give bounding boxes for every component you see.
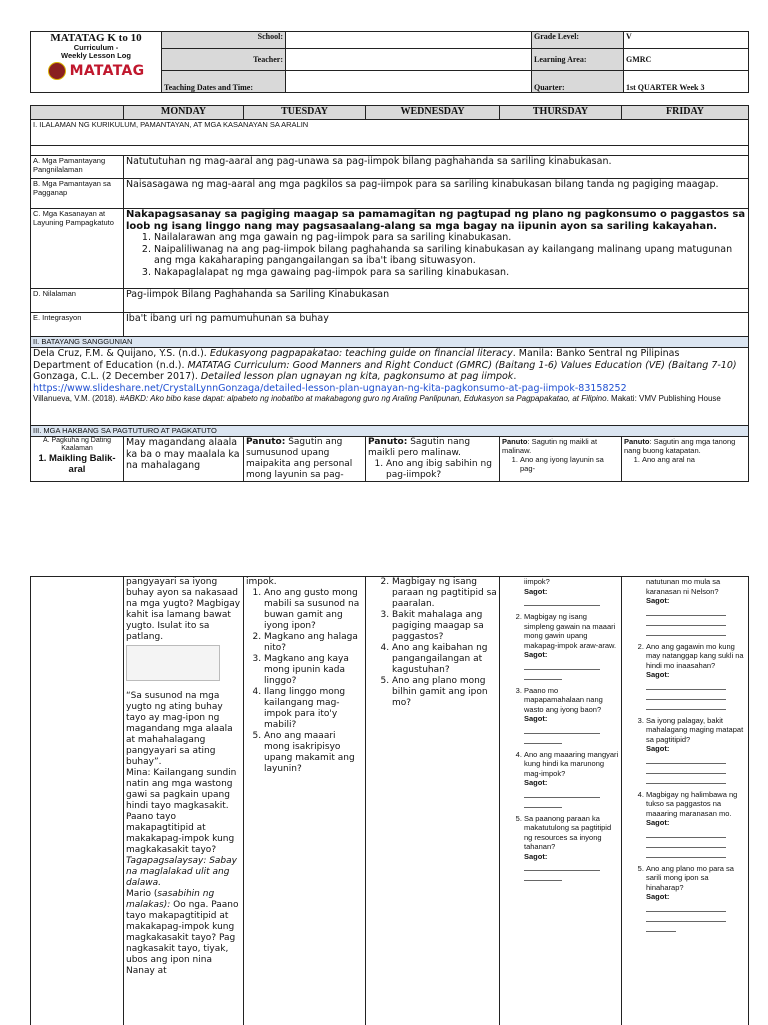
day-header-row xyxy=(31,106,749,120)
answer-line[interactable] xyxy=(646,616,726,626)
day-wednesday: WEDNESDAY xyxy=(366,106,500,120)
matatag-logo-text: MATATAG xyxy=(69,63,145,79)
thursday-question: 2. Magbigay ng isang simpleng gawain na maaari mong gawin upang makapag-impok araw-araw. Sagot: xyxy=(524,612,619,680)
row-a-text: Natututuhan ng mag-aaral ang pag-unawa sa pag-iimpok bilang paghahanda sa sariling kinabukasan. xyxy=(124,156,749,179)
answer-line[interactable] xyxy=(646,922,676,932)
section-3-heading: III. MGA HAKBANG SA PAGTUTURO AT PAGKATUTO xyxy=(31,426,749,437)
answer-line[interactable] xyxy=(524,788,600,798)
friday-sagot: Sagot: xyxy=(646,596,670,605)
day-thursday: THURSDAY xyxy=(500,106,622,120)
answer-line[interactable] xyxy=(524,798,562,808)
reference-2: Department of Education (n.d.). MATATAG Curriculum: Good Manners and Right Conduct (GMRC) (Baitang 1-6) Values Education (VE) (Baitang 7-10) xyxy=(33,359,737,371)
tuesday-continued xyxy=(244,577,366,1025)
monday-paragraph-5: Mario (sasabihin ng malakas): Oo nga. Paano tayo makapagtitipid at makakapag-impok kung magkakasakit tayo? Pag nagkasakit tayo, tiyak, ubos ang ipon nina Nanay at xyxy=(126,889,239,976)
wednesday-question: 2. Magbigay ng isang paraan ng pagtitipid sa paaralan. xyxy=(392,577,497,610)
answer-line[interactable] xyxy=(646,838,726,848)
wednesday-question: 5. Ano ang plano mong bilhin gamit ang ipon mo? xyxy=(392,676,497,709)
teacher-label: Teacher: xyxy=(162,49,286,71)
thursday-step-a: Panuto: Sagutin ng maikli at malinaw. 1. Ano ang iyong layunin sa pag- xyxy=(500,437,622,482)
reference-1: Dela Cruz, F.M. & Quijano, Y.S. (n.d.). Edukasyong pagpapakatao: teaching guide on financial literacy. Manila: Banko Sentral ng Pilipinas xyxy=(33,348,680,359)
answer-line[interactable] xyxy=(646,828,726,838)
lesson-log-page-1 xyxy=(30,31,748,482)
wednesday-question: 4. Ano ang kaibahan ng pangangailangan at kagustuhan? xyxy=(392,643,497,676)
answer-line[interactable] xyxy=(646,774,726,784)
row-c-main: Nakapagsasanay sa pagiging maagap sa pamamagitan ng pagtupad ng plano ng pagkonsumo o paggastos sa loob ng isang linggo nang may pagsasaalang-alang sa mga bagay na iipunin ayon sa sariling kakayahan. xyxy=(126,209,746,232)
step-a-title: 1. Maikling Balik-aral xyxy=(38,453,116,475)
tuesday-question: 4. Ilang linggo mong kailangang mag-impok para ito'y mabili? xyxy=(264,687,363,731)
monday-paragraph-1: pangyayari sa iyong buhay ayon sa nakasaad na mga yugto? Magbigay kahit isa lamang bawat yugto. Isulat ito sa patlang. xyxy=(126,577,241,642)
row-c-item: 2. Naipaliliwanag na ang pag-iimpok bilang paghahanda sa sariling kinabukasan ay kailangang malinang upang matugunan ang mga kakaharaping pangangailangan sa iba't ibang situwasyon. xyxy=(154,244,746,267)
answer-line[interactable] xyxy=(524,660,600,670)
row-a-label: A. Mga Pamantayang Pangnilalaman xyxy=(31,156,124,179)
row-e-text: Iba't ibang uri ng pamumuhunan sa buhay xyxy=(124,313,749,337)
wednesday-question: 3. Bakit mahalaga ang pagiging maagap sa paggastos? xyxy=(392,610,497,643)
thursday-continued xyxy=(500,577,622,1025)
quarter-value: 1st QUARTER Week 3 xyxy=(624,71,749,93)
tuesday-question: 2. Magkano ang halaga nito? xyxy=(264,632,363,654)
row-c-label: C. Mga Kasanayan at Layuning Pampagkatuto xyxy=(31,209,124,289)
thursday-question: 5. Sa paanong paraan ka makatutulong sa pagtitipid ng resources sa inyong tahanan? Sagot: xyxy=(524,814,619,882)
header-subtitle-1: Curriculum - xyxy=(73,43,119,52)
quarter-label: Quarter: xyxy=(532,71,624,93)
reference-4: Villanueva, V.M. (2018). #ABKD: Ako bibo kase dapat: alpabeto ng inobatibo at makabagong guro ng Araling Panlipunan, Edukasyon sa Pagpapakatao, at Filipino. Makati: VMV Publishing House xyxy=(33,394,721,403)
teacher-field[interactable] xyxy=(286,49,532,71)
answer-line[interactable] xyxy=(524,734,562,744)
friday-question: 2. Ano ang gagawin mo kung may natanggap kang sukli na hindi mo inaasahan? Sagot: xyxy=(646,642,746,710)
row-e-label: E. Integrasyon xyxy=(31,313,124,337)
answer-line[interactable] xyxy=(646,700,726,710)
step-a-cell xyxy=(31,437,124,482)
reference-3-link[interactable]: https://www.slideshare.net/CrystalLynnGonzaga/detailed-lesson-plan-ugnayan-ng-kita-pagkonsumo-at-pag-iimpok-83158252 xyxy=(33,382,627,394)
thursday-sagot: Sagot: xyxy=(524,586,548,596)
thursday-question: 4. Ano ang maaaring mangyari kung hindi ka marunong mag-impok? Sagot: xyxy=(524,750,619,808)
tuesday-question: 5. Ano ang maaari mong isakripisyo upang makamit ang layunin? xyxy=(264,731,363,775)
row-b-label: B. Mga Pamantayan sa Pagganap xyxy=(31,179,124,209)
answer-line[interactable] xyxy=(646,912,726,922)
answer-line[interactable] xyxy=(646,680,726,690)
friday-questions xyxy=(624,642,746,932)
row-d-label: D. Nilalaman xyxy=(31,289,124,313)
friday-question: 5. Ano ang plano mo para sa sarili mong ipon sa hinaharap? Sagot: xyxy=(646,864,746,932)
answer-line[interactable] xyxy=(646,626,726,636)
tuesday-step-a: Panuto: Sagutin ang sumusunod upang maipakita ang personal mong layunin sa pag- xyxy=(244,437,366,482)
thursday-questions xyxy=(502,612,619,881)
references-cell xyxy=(31,348,749,426)
grade-value: V xyxy=(624,32,749,49)
header-logo-cell xyxy=(31,32,162,93)
row-d-text: Pag-iimpok Bilang Paghahanda sa Sariling Kinabukasan xyxy=(124,289,749,313)
section-1-spacer xyxy=(31,146,749,156)
friday-question: 3. Sa iyong palagay, bakit mahalagang maging matapat sa pagtitipid? Sagot: xyxy=(646,716,746,784)
monday-continued xyxy=(124,577,244,1025)
friday-step-a: Panuto: Sagutin ang mga tanong nang buong katapatan. 1. Ano ang aral na xyxy=(622,437,749,482)
answer-line[interactable] xyxy=(524,670,562,680)
header-title: MATATAG K to 10 xyxy=(50,32,142,44)
day-tuesday: TUESDAY xyxy=(244,106,366,120)
wednesday-questions xyxy=(368,577,497,709)
monday-paragraph-4: Tagapagsalaysay: Sabay na maglalakad ulit ang dalawa. xyxy=(126,856,237,888)
row-b-text: Naisasagawa ng mag-aaral ang mga pagkilos sa pag-iimpok para sa sariling kinabukasan bilang tanda ng pagiging maagap. xyxy=(124,179,749,209)
friday-head: natutunan mo mula sa karanasan ni Nelson? xyxy=(646,577,721,596)
answer-line[interactable] xyxy=(646,606,726,616)
lesson-table-continued xyxy=(30,576,749,1025)
area-value: GMRC xyxy=(624,49,749,71)
section-1-heading: I. ILALAMAN NG KURIKULUM, PAMANTAYAN, AT MGA KASANAYAN SA ARALIN xyxy=(31,120,749,146)
answer-line[interactable] xyxy=(524,861,600,871)
area-label: Learning Area: xyxy=(532,49,624,71)
answer-line[interactable] xyxy=(524,724,600,734)
lesson-log-page-2 xyxy=(30,576,748,1025)
grade-label: Grade Level: xyxy=(532,32,624,49)
dates-field[interactable] xyxy=(286,71,532,93)
tuesday-head: impok. xyxy=(246,577,277,587)
wednesday-continued xyxy=(366,577,500,1025)
step-a-label: A. Pagkuha ng Dating Kaalaman xyxy=(42,437,112,452)
day-friday: FRIDAY xyxy=(622,106,749,120)
reference-3: Gonzaga, C.L. (2 December 2017). Detailed lesson plan ugnayan ng kita, pagkonsumo at pag iimpok. xyxy=(33,371,517,382)
timeline-worksheet-thumbnail xyxy=(126,645,220,681)
lesson-table xyxy=(30,105,749,482)
school-field[interactable] xyxy=(286,32,532,49)
row-c-list xyxy=(126,232,746,278)
monday-paragraph-3: Mina: Kailangang sundin natin ang mga wastong gawi sa pagkain upang hindi tayo magkasakit. Paano tayo makapagtitipid at makakapag-impok kung magkakasakit tayo? xyxy=(126,768,237,855)
wednesday-step-a: Panuto: Sagutin nang maikli pero malinaw. 1. Ano ang ibig sabihin ng pag-iimpok? xyxy=(366,437,500,482)
tuesday-question: 1. Ano ang gusto mong mabili sa susunod na buwan gamit ang iyong ipon? xyxy=(264,588,363,632)
dates-label: Teaching Dates and Time: xyxy=(162,71,286,93)
tuesday-questions xyxy=(246,588,363,775)
friday-continued xyxy=(622,577,749,1025)
matatag-logo xyxy=(33,62,159,80)
answer-line[interactable] xyxy=(646,764,726,774)
answer-line[interactable] xyxy=(524,596,600,606)
friday-question: 4. Magbigay ng halimbawa ng tukso sa paggastos na maaaring maranasan mo. Sagot: xyxy=(646,790,746,858)
thursday-question: 3. Paano mo mapapamahalaan nang wasto ang iyong baon? Sagot: xyxy=(524,686,619,744)
continued-step-label-cell xyxy=(31,577,124,1025)
monday-paragraph-2: “Sa susunod na mga yugto ng ating buhay tayo ay mag-ipon ng magandang mga alaala at mahahalagang pangyayari sa ating buhay”. xyxy=(126,691,233,767)
answer-line[interactable] xyxy=(524,871,562,881)
answer-line[interactable] xyxy=(646,754,726,764)
row-c-content xyxy=(124,209,749,289)
school-label: School: xyxy=(162,32,286,49)
answer-line[interactable] xyxy=(646,848,726,858)
tuesday-question: 3. Magkano ang kaya mong ipunin kada linggo? xyxy=(264,654,363,687)
header-subtitle-2: Weekly Lesson Log xyxy=(61,51,131,60)
section-2-heading: II. BATAYANG SANGGUNIAN xyxy=(31,337,749,348)
answer-line[interactable] xyxy=(646,690,726,700)
thursday-head: iimpok? xyxy=(524,577,550,586)
header-table xyxy=(30,31,749,93)
answer-line[interactable] xyxy=(646,902,726,912)
deped-seal-icon xyxy=(48,62,66,80)
monday-step-a: May magandang alaala ka ba o may maalala ka na mahalagang xyxy=(124,437,244,482)
day-monday: MONDAY xyxy=(124,106,244,120)
row-c-item: 1. Nailalarawan ang mga gawain ng pag-iimpok para sa sariling kinabukasan. xyxy=(154,232,746,244)
day-header-blank xyxy=(31,106,124,120)
row-c-item: 3. Nakapaglalapat ng mga gawaing pag-iimpok para sa sariling kinabukasan. xyxy=(154,267,746,279)
